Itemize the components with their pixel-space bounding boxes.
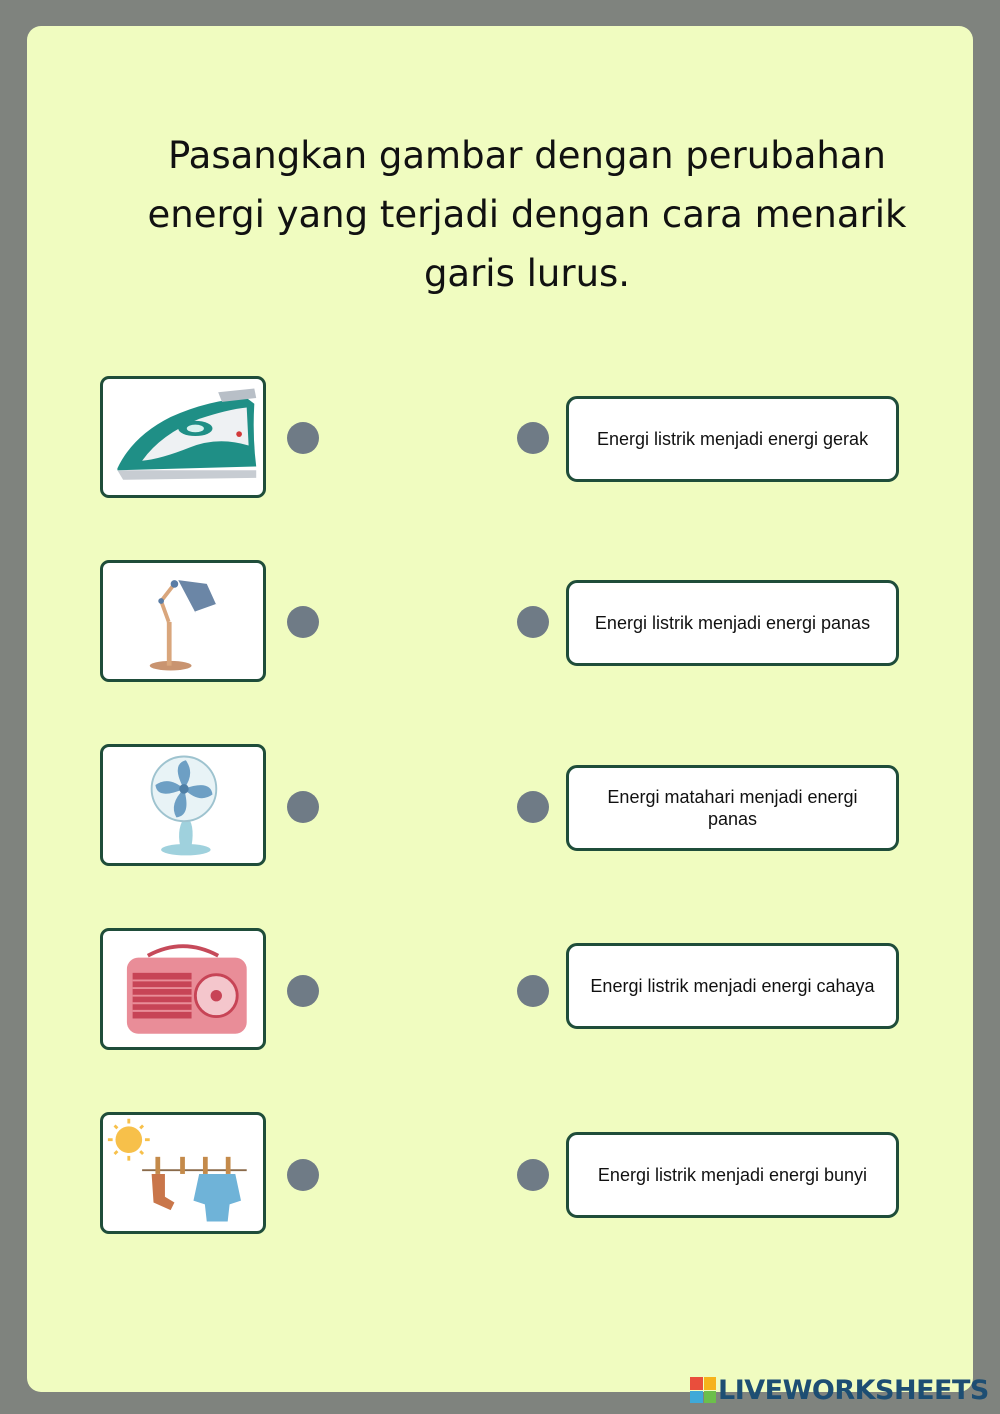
picture-card-lamp xyxy=(100,560,266,682)
left-connector-dot[interactable] xyxy=(287,422,319,454)
desk-lamp-icon xyxy=(103,563,263,679)
right-connector-dot[interactable] xyxy=(517,1159,549,1191)
electric-fan-icon xyxy=(103,747,263,863)
right-connector-dot[interactable] xyxy=(517,975,549,1007)
liveworksheets-brand xyxy=(690,1374,989,1406)
sun-drying-clothes-icon xyxy=(103,1115,263,1231)
picture-card-fan xyxy=(100,744,266,866)
right-connector-dot[interactable] xyxy=(517,791,549,823)
left-connector-dot[interactable] xyxy=(287,1159,319,1191)
right-connector-dot[interactable] xyxy=(517,606,549,638)
picture-card-radio xyxy=(100,928,266,1050)
answer-box: Energi listrik menjadi energi panas xyxy=(566,580,899,666)
picture-card-iron xyxy=(100,376,266,498)
answer-box: Energi listrik menjadi energi cahaya xyxy=(566,943,899,1029)
answer-box: Energi matahari menjadi energi panas xyxy=(566,765,899,851)
left-connector-dot[interactable] xyxy=(287,606,319,638)
instruction-title: Pasangkan gambar dengan perubahan energi yang terjadi dengan cara menarik garis lurus. xyxy=(147,134,907,295)
picture-card-clothesline xyxy=(100,1112,266,1234)
answer-box: Energi listrik menjadi energi gerak xyxy=(566,396,899,482)
brand-name: LIVEWORKSHEETS xyxy=(718,1374,989,1406)
answer-box: Energi listrik menjadi energi bunyi xyxy=(566,1132,899,1218)
liveworksheets-logo-icon xyxy=(690,1377,716,1403)
left-connector-dot[interactable] xyxy=(287,791,319,823)
iron-icon xyxy=(103,379,263,495)
right-connector-dot[interactable] xyxy=(517,422,549,454)
left-connector-dot[interactable] xyxy=(287,975,319,1007)
radio-icon xyxy=(103,931,263,1047)
